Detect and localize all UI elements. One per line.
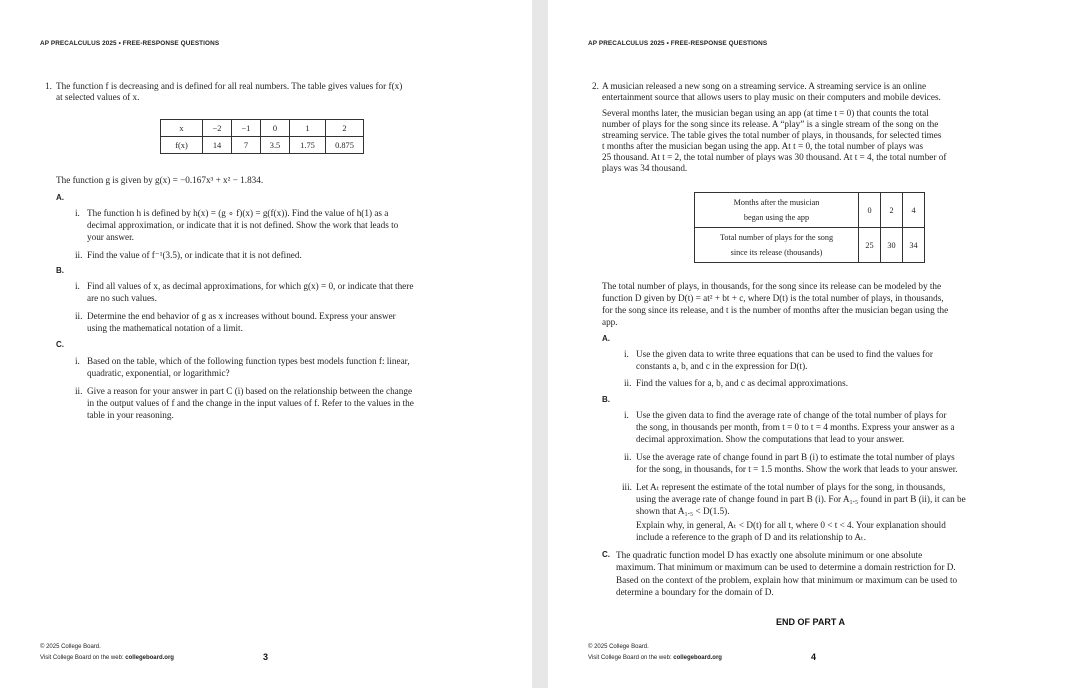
part-b-ii-text: using the mathematical notation of a limit. bbox=[87, 323, 243, 333]
table-row bbox=[161, 137, 364, 154]
q2-paragraph-line: 25 thousand. At t = 2, the total number of plays was 30 thousand. At t = 4, the total number of bbox=[602, 152, 947, 162]
table-cell: −1 bbox=[232, 120, 261, 137]
running-head: AP PRECALCULUS 2025 • FREE-RESPONSE QUESTIONS bbox=[588, 40, 768, 47]
part-b-i-text: Use the given data to find the average rate of change of the total number of plays for bbox=[636, 410, 947, 420]
part-c-i-text: quadratic, exponential, or logarithmic? bbox=[87, 368, 230, 378]
part-c-ii-text: in the output values of f and the change in the input values of f. Refer to the values in the bbox=[87, 398, 414, 408]
part-a-label: A. bbox=[602, 334, 610, 343]
part-b-label: B. bbox=[602, 395, 610, 404]
q2-model-line: The total number of plays, in thousands, for the song since its release can be modeled by the bbox=[602, 281, 942, 291]
item-label: i. bbox=[75, 356, 80, 366]
table-header-line: since its release (thousands) bbox=[730, 248, 823, 257]
part-c-text: determine a boundary for the domain of D. bbox=[616, 587, 774, 597]
plays-table bbox=[694, 192, 925, 263]
part-c-label: C. bbox=[602, 550, 610, 559]
part-a-i-text: Use the given data to write three equations that can be used to find the values for bbox=[636, 349, 933, 359]
f-values-table bbox=[160, 119, 364, 154]
table-cell: 4 bbox=[903, 193, 925, 228]
part-b-i-text: decimal approximation. Show the computations that lead to your answer. bbox=[636, 434, 905, 444]
table-cell: 0 bbox=[859, 193, 881, 228]
table-cell: 34 bbox=[903, 228, 925, 263]
table-cell: −2 bbox=[203, 120, 232, 137]
part-c-i-text: Based on the table, which of the following function types best models function f: linear, bbox=[87, 356, 410, 366]
part-b-label: B. bbox=[56, 266, 64, 275]
table-row bbox=[695, 228, 925, 263]
page-3 bbox=[0, 0, 532, 688]
part-c-ii-text: table in your reasoning. bbox=[87, 410, 174, 420]
table-cell: 7 bbox=[232, 137, 261, 154]
page-4 bbox=[548, 0, 1080, 688]
table-header-fx: f(x) bbox=[161, 137, 203, 154]
table-cell: 3.5 bbox=[261, 137, 290, 154]
q2-paragraph-line: Several months later, the musician began using an app (at time t = 0) that counts the total bbox=[602, 108, 929, 118]
q2-paragraph-line: t months after the musician began using the app. At t = 0, the total number of plays was bbox=[602, 141, 924, 151]
q2-model-line: for the song since its release, and t is the number of months after the musician began using the bbox=[602, 305, 949, 315]
footer-visit bbox=[588, 655, 722, 661]
part-a-ii-text: Find the value of f⁻¹(3.5), or indicate that it is not defined. bbox=[87, 250, 302, 260]
part-b-iii-text: shown that A₁.₅ < D(1.5). bbox=[636, 506, 730, 516]
end-of-part-a: END OF PART A bbox=[776, 617, 845, 627]
part-a-i-text: your answer. bbox=[87, 232, 134, 242]
q2-model-line: function D given by D(t) = at² + bt + c, where D(t) is the total number of plays, in thousands, bbox=[602, 293, 944, 303]
q1-intro-line: The function f is decreasing and is defined for all real numbers. The table gives values for f(x) bbox=[56, 81, 403, 91]
q2-paragraph-line: plays was 34 thousand. bbox=[602, 163, 688, 173]
item-label: iii. bbox=[622, 482, 632, 492]
q2-paragraph-line: number of plays for the song since its release. A “play” is a single stream of the song on the bbox=[602, 119, 939, 129]
part-b-i-text: are no such values. bbox=[87, 293, 157, 303]
part-b-ii-text: Use the average rate of change found in part B (i) to estimate the total number of plays bbox=[636, 452, 955, 462]
part-b-iii-text: using the average rate of change found in part B (i). For A₁.₅ found in part B (ii), it can be bbox=[636, 494, 966, 504]
question-1-number: 1. bbox=[45, 81, 52, 91]
table-cell: 0 bbox=[261, 120, 290, 137]
item-label: i. bbox=[624, 349, 629, 359]
table-cell: 14 bbox=[203, 137, 232, 154]
part-a-label: A. bbox=[56, 193, 64, 202]
q1-intro-line: at selected values of x. bbox=[56, 92, 140, 102]
item-label: ii. bbox=[75, 250, 83, 260]
footer-visit-prefix: Visit College Board on the web: bbox=[40, 655, 126, 661]
running-head: AP PRECALCULUS 2025 • FREE-RESPONSE QUESTIONS bbox=[40, 40, 220, 47]
table-header-line: began using the app bbox=[743, 213, 810, 222]
part-c-ii-text: Give a reason for your answer in part C (i) based on the relationship between the change bbox=[87, 386, 413, 396]
part-b-ii-text: for the song, in thousands, for t = 1.5 months. Show the work that leads to your answer. bbox=[636, 464, 958, 474]
table-cell: 0.875 bbox=[326, 137, 364, 154]
q2-intro-line: A musician released a new song on a streaming service. A streaming service is an online bbox=[602, 81, 927, 91]
part-b-i-text: the song, in thousands per month, from t = 0 to t = 4 months. Express your answer as a bbox=[636, 422, 955, 432]
table-header-x: x bbox=[161, 120, 203, 137]
table-header-line: Months after the musician bbox=[733, 198, 820, 207]
item-label: ii. bbox=[624, 378, 632, 388]
question-2-number: 2. bbox=[592, 81, 599, 91]
table-cell: 1.75 bbox=[290, 137, 326, 154]
part-a-i-text: decimal approximation, or indicate that it is not defined. Show the work that leads to bbox=[87, 220, 399, 230]
g-definition: The function g is given by g(x) = −0.167x³ + x² − 1.834. bbox=[56, 175, 264, 185]
part-c-text: Based on the context of the problem, explain how that minimum or maximum can be used to bbox=[616, 575, 958, 585]
page-number: 3 bbox=[263, 652, 269, 662]
table-cell: 30 bbox=[881, 228, 903, 263]
part-b-i-text: Find all values of x, as decimal approximations, for which g(x) = 0, or indicate that there bbox=[87, 281, 414, 291]
part-b-iii-text: include a reference to the graph of D and its relationship to Aₜ. bbox=[636, 532, 867, 542]
part-c-text: The quadratic function model D has exactly one absolute minimum or one absolute bbox=[616, 550, 923, 560]
table-cell: 1 bbox=[290, 120, 326, 137]
item-label: i. bbox=[75, 281, 80, 291]
page-number: 4 bbox=[811, 652, 817, 662]
item-label: ii. bbox=[624, 452, 632, 462]
item-label: ii. bbox=[75, 386, 83, 396]
part-b-iii-text: Explain why, in general, Aₜ < D(t) for all t, where 0 < t < 4. Your explanation should bbox=[636, 520, 946, 530]
footer-copyright: © 2025 College Board. bbox=[588, 644, 649, 650]
footer-visit bbox=[40, 655, 174, 661]
footer-site-link[interactable]: collegeboard.org bbox=[125, 655, 174, 661]
part-c-label: C. bbox=[56, 340, 64, 349]
part-b-ii-text: Determine the end behavior of g as x increases without bound. Express your answer bbox=[87, 311, 396, 321]
q2-paragraph-line: streaming service. The table gives the total number of plays, in thousands, for selected times bbox=[602, 130, 942, 140]
part-c-text: maximum. That minimum or maximum can be used to determine a domain restriction for D. bbox=[616, 562, 956, 572]
table-cell: 25 bbox=[859, 228, 881, 263]
table-row bbox=[695, 193, 925, 228]
table-cell: 2 bbox=[881, 193, 903, 228]
footer-visit-prefix: Visit College Board on the web: bbox=[588, 655, 674, 661]
item-label: ii. bbox=[75, 311, 83, 321]
part-a-i-text: constants a, b, and c in the expression for D(t). bbox=[636, 361, 808, 371]
part-b-iii-text: Let Aₜ represent the estimate of the total number of plays for the song, in thousands, bbox=[636, 482, 946, 492]
table-row-header bbox=[695, 228, 859, 263]
q2-intro-line: entertainment source that allows users to play music on their computers and mobile devices. bbox=[602, 92, 941, 102]
q2-model-line: app. bbox=[602, 317, 618, 327]
item-label: i. bbox=[624, 410, 629, 420]
table-header-line: Total number of plays for the song bbox=[719, 233, 834, 242]
table-row-header bbox=[695, 193, 859, 228]
table-cell: 2 bbox=[326, 120, 364, 137]
item-label: i. bbox=[75, 208, 80, 218]
footer-site-link[interactable]: collegeboard.org bbox=[673, 655, 722, 661]
part-a-i-text: The function h is defined by h(x) = (g ∘ f)(x) = g(f(x)). Find the value of h(1) as a bbox=[87, 208, 389, 218]
footer-copyright: © 2025 College Board. bbox=[40, 644, 101, 650]
table-row bbox=[161, 120, 364, 137]
part-a-ii-text: Find the values for a, b, and c as decimal approximations. bbox=[636, 378, 849, 388]
